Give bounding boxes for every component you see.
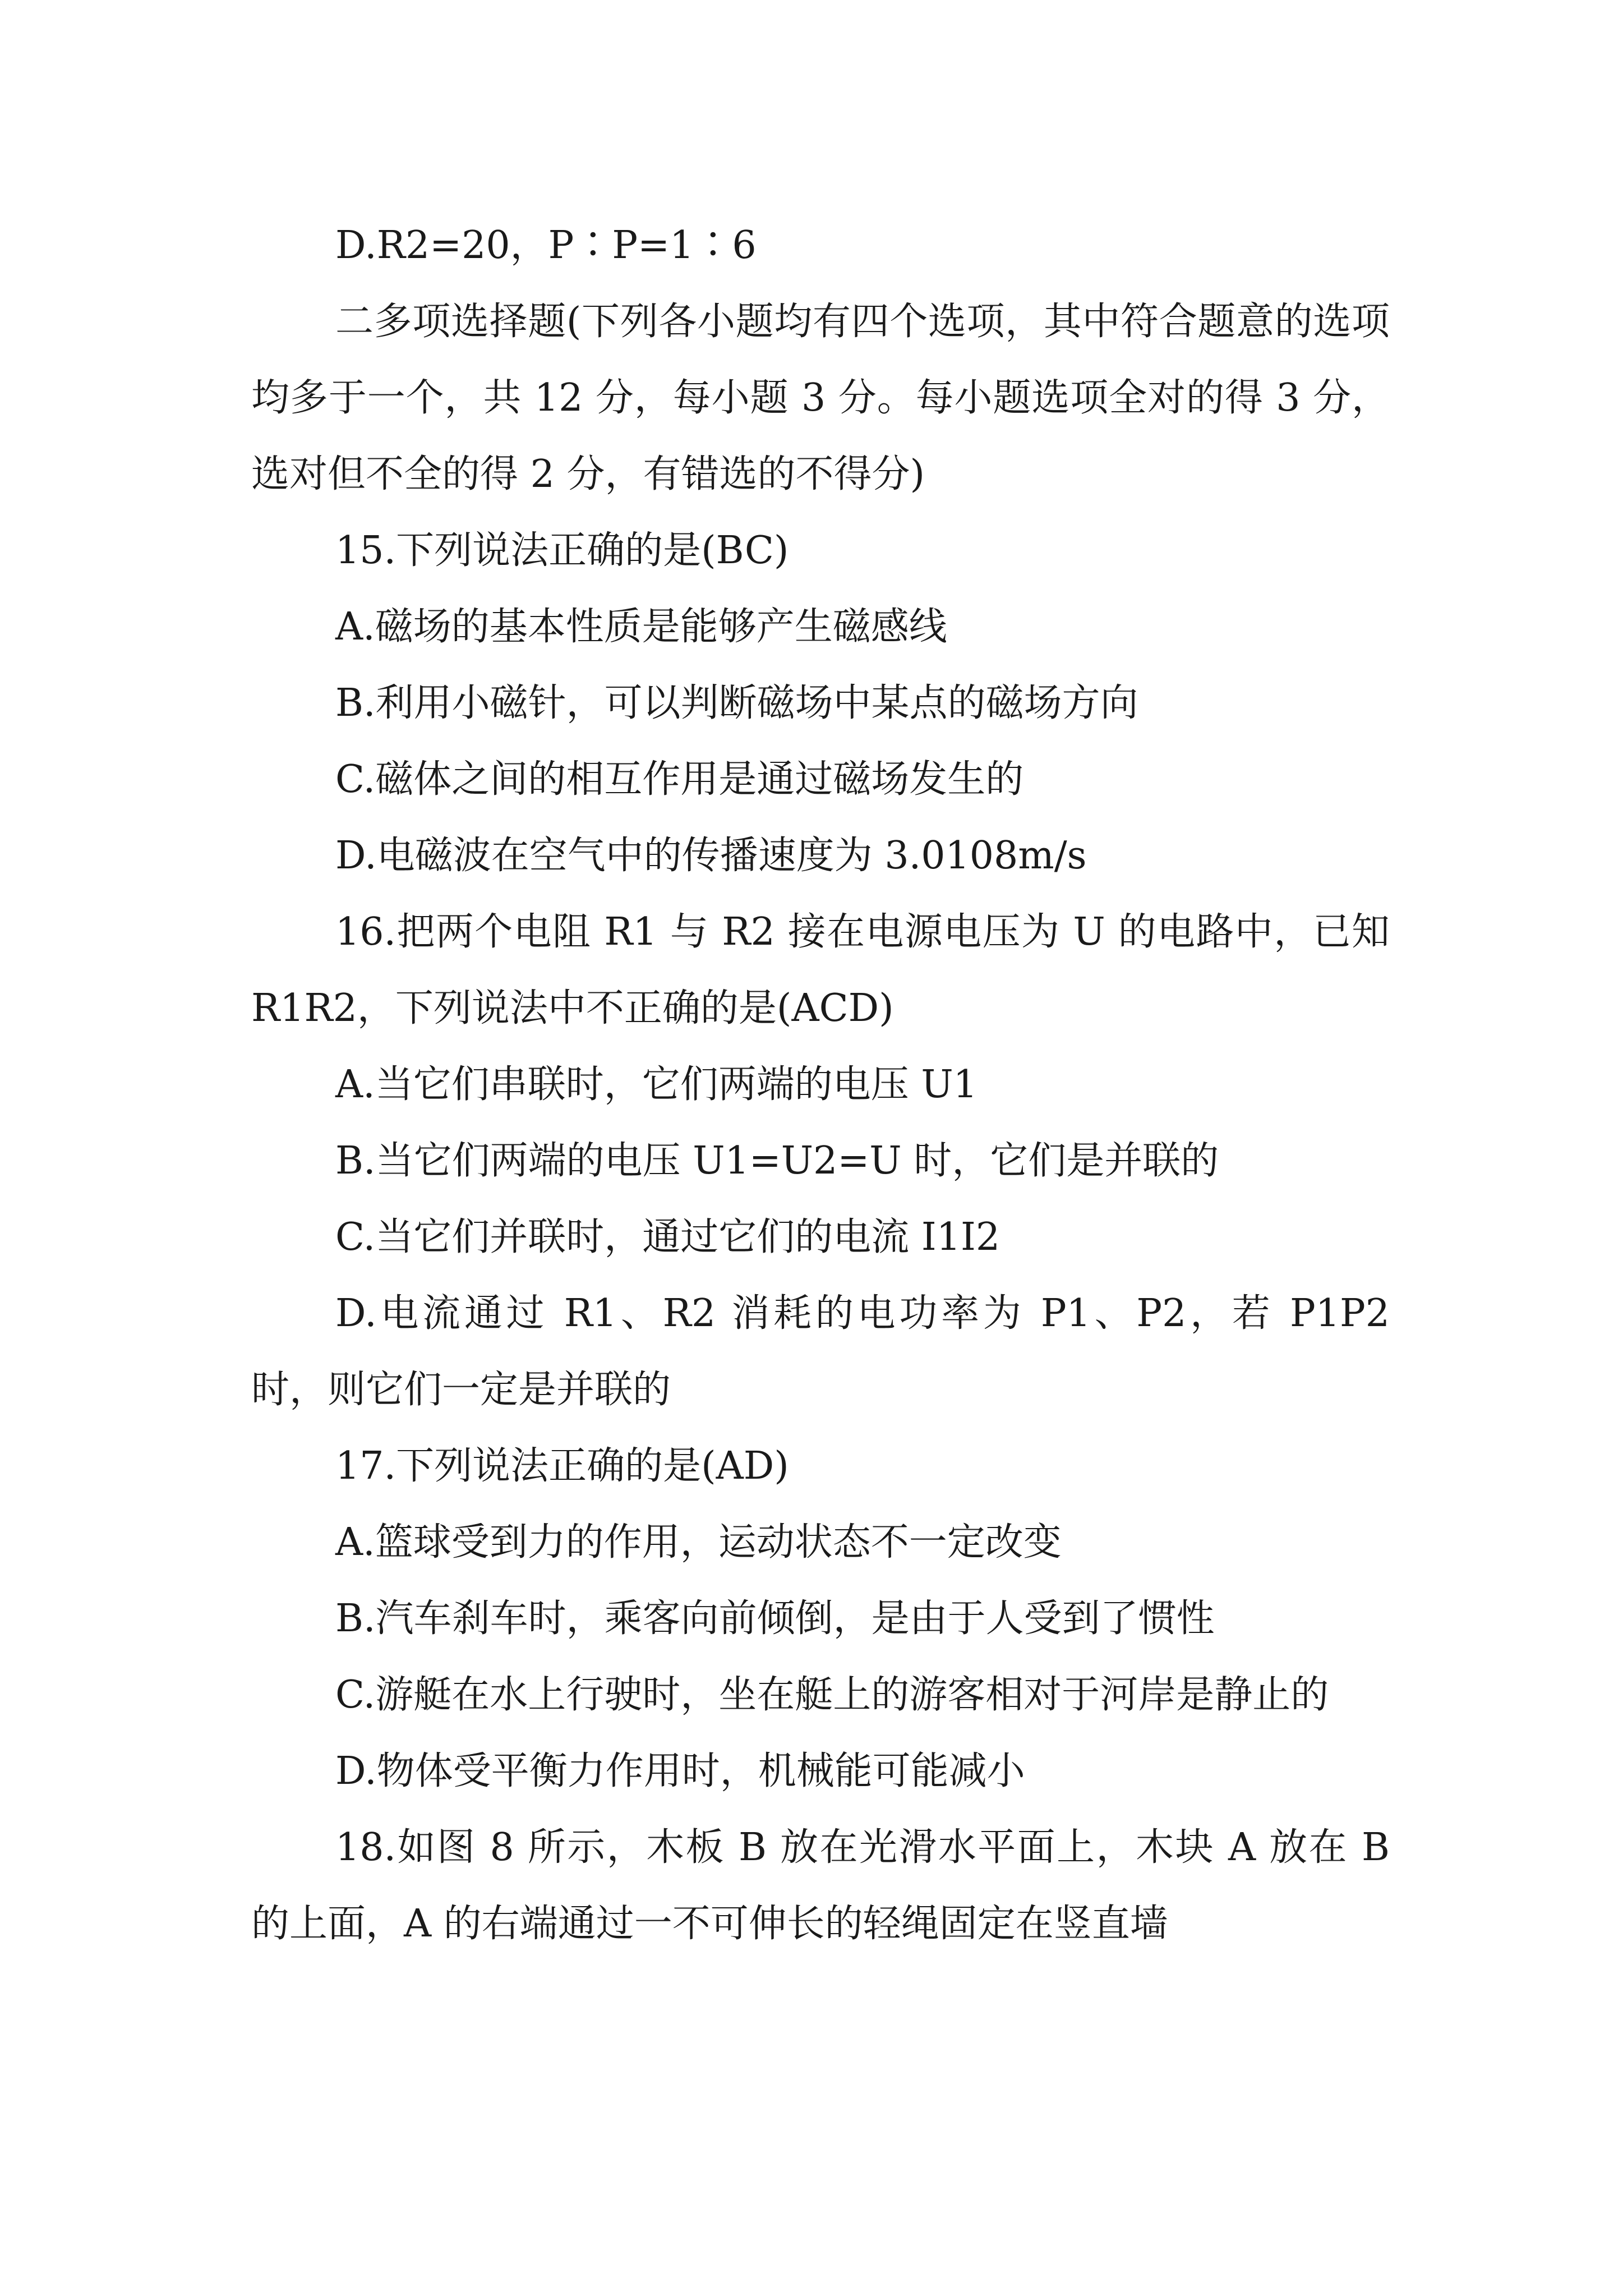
option-d-r2-ratio: D.R2=20，P∶P=1∶6	[335, 223, 757, 268]
section-heading-multiple-choice: 二多项选择题(下列各小题均有四个选项，其中符合题意的选项均多于一个，共 12 分，每小题 3 分。每小题选项全对的得 3 分，选对但不全的得 2 分，有错选的不得分)	[251, 300, 1390, 496]
question-16-option-c: C.当它们并联时，通过它们的电流 I1I2	[335, 1215, 1000, 1259]
question-16: 16.把两个电阻 R1 与 R2 接在电源电压为 U 的电路中，已知 R1R2，下列说法中不正确的是(ACD)	[251, 910, 1390, 1030]
question-16-option-d: D.电流通过 R1、R2 消耗的电功率为 P1、P2，若 P1P2 时，则它们一定是并联的	[251, 1291, 1390, 1412]
question-17-option-d: D.物体受平衡力作用时，机械能可能减小	[335, 1749, 1025, 1793]
document-body	[251, 208, 1390, 1962]
question-15-option-c: C.磁体之间的相互作用是通过磁场发生的	[335, 757, 1024, 802]
question-18: 18.如图 8 所示，木板 B 放在光滑水平面上，木块 A 放在 B 的上面，A 的右端通过一不可伸长的轻绳固定在竖直墙	[251, 1825, 1390, 1946]
question-15-option-d: D.电磁波在空气中的传播速度为 3.0108m/s	[335, 834, 1087, 878]
question-17-option-b: B.汽车刹车时，乘客向前倾倒，是由于人受到了惯性	[335, 1596, 1215, 1641]
question-15-option-b: B.利用小磁针，可以判断磁场中某点的磁场方向	[335, 681, 1138, 725]
question-16-option-b: B.当它们两端的电压 U1=U2=U 时，它们是并联的	[335, 1139, 1219, 1183]
question-16-option-a: A.当它们串联时，它们两端的电压 U1	[335, 1062, 978, 1107]
question-17-option-a: A.篮球受到力的作用，运动状态不一定改变	[335, 1520, 1062, 1565]
question-17: 17.下列说法正确的是(AD)	[335, 1444, 789, 1488]
question-17-option-c: C.游艇在水上行驶时，坐在艇上的游客相对于河岸是静止的	[335, 1673, 1329, 1717]
question-15: 15.下列说法正确的是(BC)	[335, 528, 789, 573]
question-15-option-a: A.磁场的基本性质是能够产生磁感线	[335, 605, 947, 649]
